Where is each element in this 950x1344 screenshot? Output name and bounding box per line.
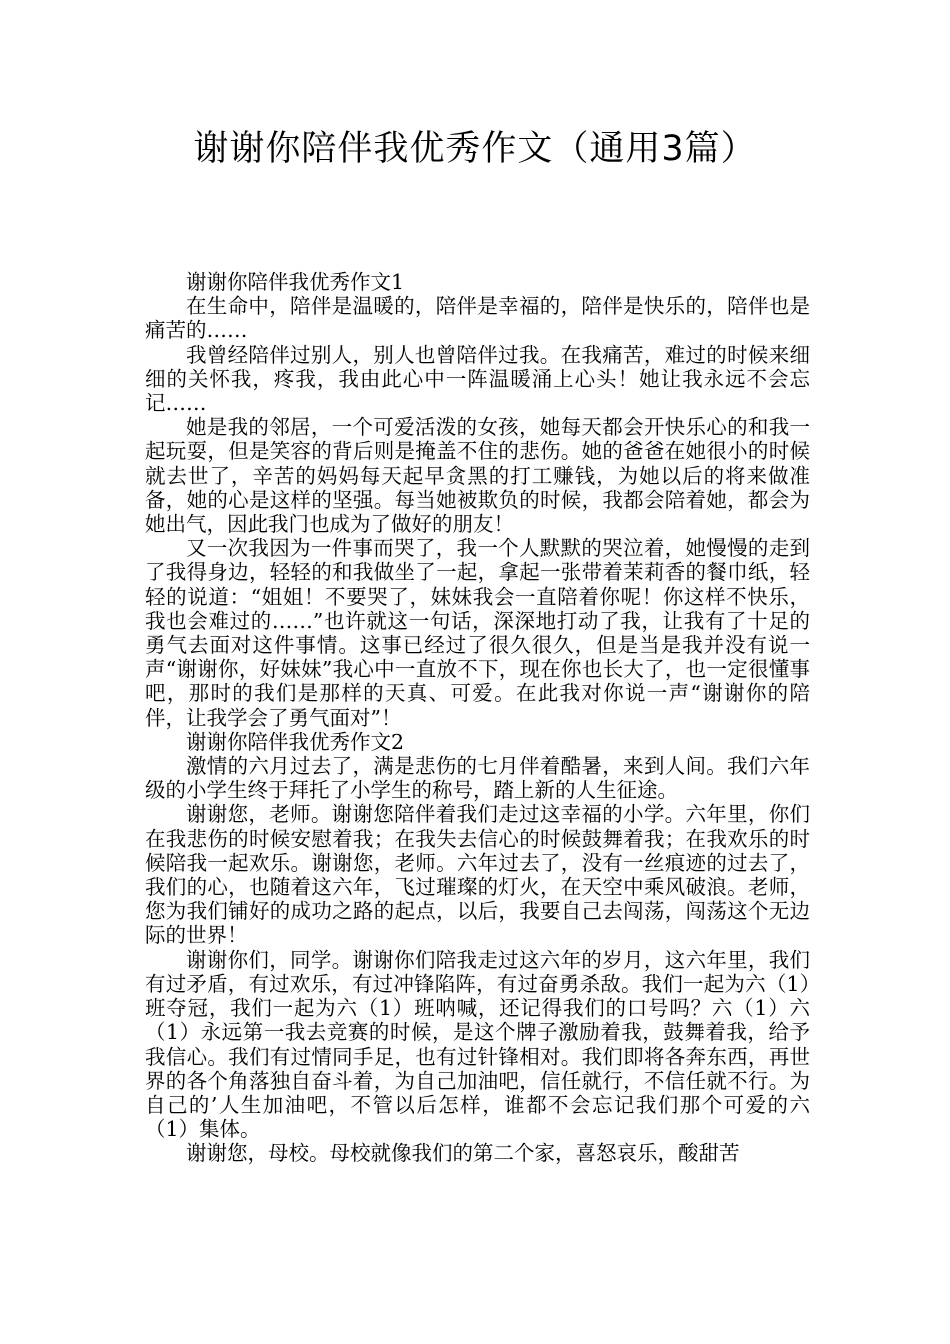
document-body <box>145 270 810 1166</box>
paragraph: 谢谢您，母校。母校就像我们的第二个家，喜怒哀乐，酸甜苦 <box>186 1141 740 1166</box>
paragraph: 又一次我因为一件事而哭了，我一个人默默的哭泣着，她慢慢的走到了我得身边，轻轻的和我做坐了一起，拿起一张带着茉莉香的餐巾纸，轻轻的说道：“姐姐！不要哭了，妹妹我会一直陪着你呢！你这样不快乐，我也会难过的……”也许就这一句话，深深地打动了我，让我有了十足的勇气去面对这件事情。这事已经过了很久很久，但是当是我并没有说一声“谢谢你，好妹妹”我心中一直放不下，现在你也长大了，也一定很懂事吧，那时的我们是那样的天真、可爱。在此我对你说一声“谢谢你的陪伴，让我学会了勇气面对”！ <box>145 536 810 730</box>
paragraph: 我曾经陪伴过别人，别人也曾陪伴过我。在我痛苦，难过的时候来细细的关怀我，疼我，我由此心中一阵温暖涌上心头！她让我永远不会忘记…… <box>145 342 810 416</box>
paragraph: 激情的六月过去了，满是悲伤的七月伴着酷暑，来到人间。我们六年级的小学生终于拜托了小学生的称号，踏上新的人生征途。 <box>145 754 810 803</box>
paragraph: 谢谢您，老师。谢谢您陪伴着我们走过这幸福的小学。六年里，你们在我悲伤的时候安慰着我；在我失去信心的时候鼓舞着我；在我欢乐的时候陪我一起欢乐。谢谢您，老师。六年过去了，没有一丝痕迹的过去了，我们的心，也随着这六年，飞过璀璨的灯火，在天空中乘风破浪。老师，您为我们铺好的成功之路的起点，以后，我要自己去闯荡，闯荡这个无边际的世界！ <box>145 802 810 948</box>
document-title: 谢谢你陪伴我优秀作文（通用3篇） <box>193 129 757 169</box>
section-heading-2: 谢谢你陪伴我优秀作文2 <box>186 729 405 754</box>
paragraph: 谢谢你们，同学。谢谢你们陪我走过这六年的岁月，这六年里，我们有过矛盾，有过欢乐，有过冲锋陷阵，有过奋勇杀敌。我们一起为六（1）班夺冠，我们一起为六（1）班呐喊，还记得我们的口号吗？六（1）六（1）永远第一我去竞赛的时候，是这个牌子激励着我，鼓舞着我，给予我信心。我们有过情同手足，也有过针锋相对。我们即将各奔东西，再世界的各个角落独自奋斗着，为自己加油吧，信任就行，不信任就不行。为自己的’人生加油吧，不管以后怎样，谁都不会忘记我们那个可爱的六（1）集体。 <box>145 947 810 1142</box>
paragraph: 她是我的邻居，一个可爱活泼的女孩，她每天都会开快乐心的和我一起玩耍，但是笑容的背后则是掩盖不住的悲伤。她的爸爸在她很小的时候就去世了，辛苦的妈妈每天起早贪黑的打工赚钱，为她以后的将来做准备，她的心是这样的坚强。每当她被欺负的时候，我都会陪着她，都会为她出气，因此我门也成为了做好的朋友！ <box>145 415 810 537</box>
paragraph: 在生命中，陪伴是温暖的，陪伴是幸福的，陪伴是快乐的，陪伴也是痛苦的…… <box>145 294 810 343</box>
section-heading-1: 谢谢你陪伴我优秀作文1 <box>186 270 405 294</box>
